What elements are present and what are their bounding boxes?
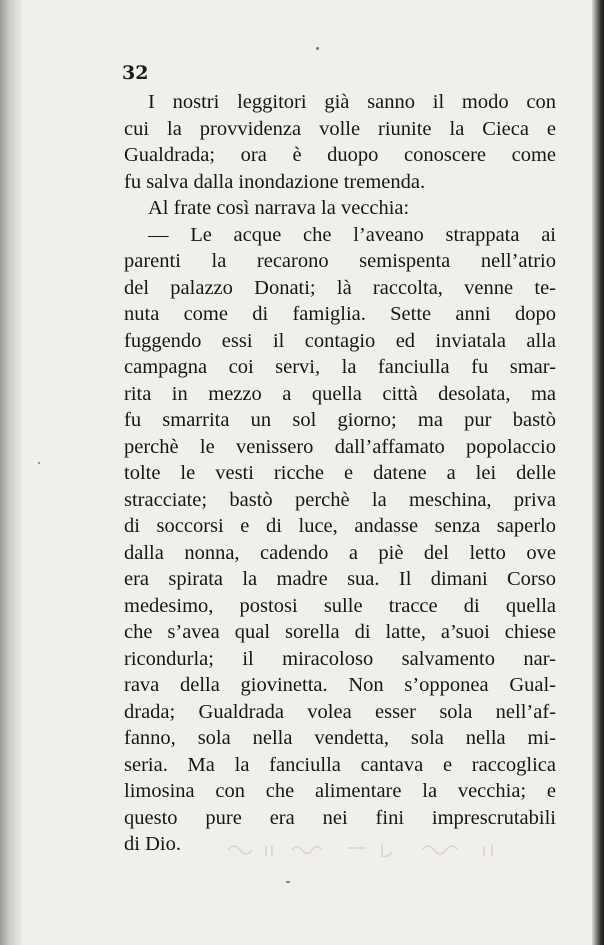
text-line: drada; Gualdrada volea esser sola nell’af-	[124, 700, 556, 723]
text-line: del palazzo Donati; là raccolta, venne te-	[124, 276, 556, 299]
text-line: fanno, sola nella vendetta, sola nella mi-	[124, 727, 556, 749]
text-line: nuta come di famiglia. Sette anni dopo	[124, 303, 556, 325]
text-line: medesimo, postosi sulle tracce di quella	[124, 594, 556, 617]
text-line: dalla nonna, cadendo a piè del letto ove	[124, 541, 556, 564]
text-line: fuggendo essi il contagio ed inviatala alla	[124, 329, 556, 352]
text-line: tolte le vesti ricche e datene a lei delle	[124, 462, 556, 484]
body-text	[124, 89, 556, 858]
page-gutter-shadow	[0, 0, 22, 945]
text-line: perchè le venissero dall’affamato popolaccio	[124, 435, 556, 458]
paper-speck	[316, 47, 319, 50]
text-line: cui la provvidenza volle riunite la Cieca e	[124, 117, 556, 140]
page-number: 32	[122, 62, 149, 84]
text-line: di soccorsi e di luce, andasse senza saperlo	[124, 515, 556, 537]
text-line: campagna coi servi, la fanciulla fu smar-	[124, 356, 556, 378]
text-line: ricondurla; il miracoloso salvamento nar-	[124, 647, 556, 670]
text-line: Al frate così narrava la vecchia:	[148, 197, 410, 219]
bleed-through-texture	[222, 836, 542, 860]
text-line: che s’avea qual sorella di latte, a’suoi chiese	[124, 621, 556, 643]
page-edge-shadow	[592, 0, 604, 945]
text-line: era spirata la madre sua. Il dimani Corso	[124, 568, 556, 590]
text-line: I nostri leggitori già sanno il modo con	[148, 91, 556, 113]
text-line: rava della giovinetta. Non s’opponea Gual-	[124, 674, 556, 696]
text-line: questo pure era nei fini imprescrutabili	[124, 806, 556, 829]
text-line: di Dio.	[124, 833, 181, 855]
text-line: fu salva dalla inondazione tremenda.	[124, 170, 426, 193]
text-line: stracciate; bastò perchè la meschina, priva	[124, 488, 556, 511]
text-line: limosina con che alimentare la vecchia; e	[124, 780, 556, 802]
text-line: Gualdrada; ora è duopo conoscere come	[124, 144, 556, 166]
paper-speck	[38, 462, 40, 464]
text-line: — Le acque che l’aveano strappata ai	[148, 223, 556, 246]
text-line: rita in mezzo a quella città desolata, ma	[124, 382, 556, 405]
text-line: fu smarrita un sol giorno; ma pur bastò	[124, 409, 556, 431]
paper-speck	[286, 881, 290, 883]
text-line: seria. Ma la fanciulla cantava e raccoglica	[124, 753, 556, 776]
text-line: parenti la recarono semispenta nell’atrio	[124, 250, 556, 272]
